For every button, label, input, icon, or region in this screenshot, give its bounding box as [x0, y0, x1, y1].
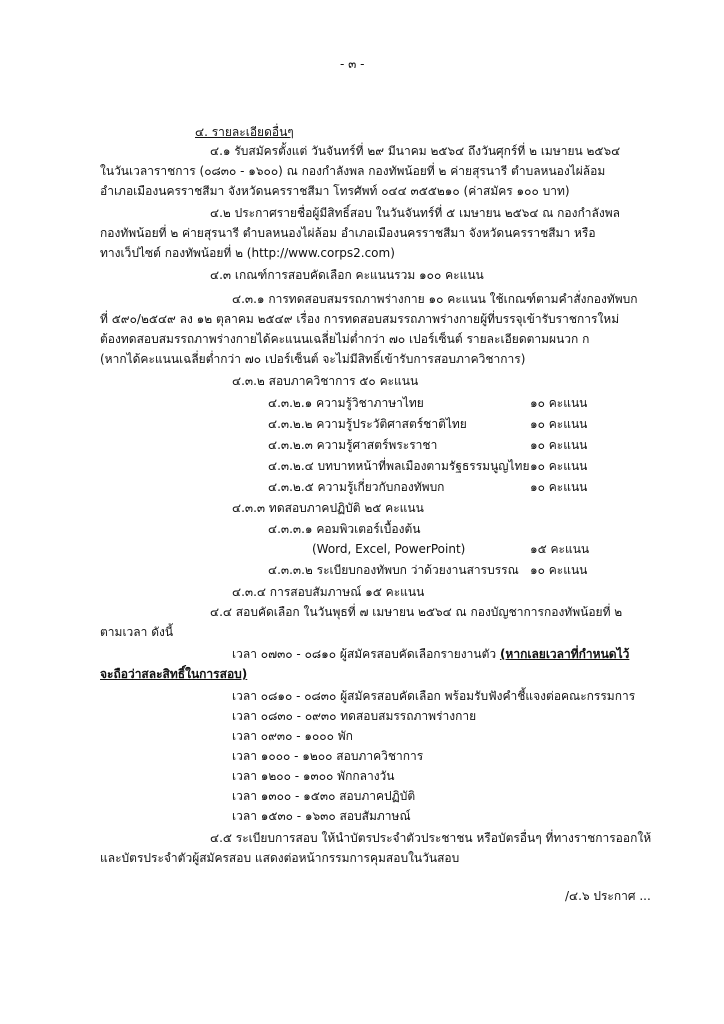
subject-score: ๑๐ คะแนน: [530, 480, 588, 494]
schedule-row: เวลา ๐๘๑๐ - ๐๘๓๐ ผู้สมัครสอบคัดเลือก พร้อมรับฟังคำชี้แจงต่อคณะกรรมการ: [232, 689, 636, 703]
item-4-1-line: อำเภอเมืองนครราชสีมา จังหวัดนครราชสีมา โทรศัพท์ ๐๔๔ ๓๕๕๒๑๐ (ค่าสมัคร ๑๐๐ บาท): [100, 184, 570, 198]
schedule-row: เวลา ๑๐๐๐ - ๑๒๐๐ สอบภาควิชาการ: [232, 749, 424, 763]
section-heading: ๔. รายละเอียดอื่นๆ: [195, 125, 294, 139]
continuation-note: /๔.๖ ประกาศ ...: [565, 889, 651, 903]
item-4-3-1-line: ต้องทดสอบสมรรถภาพร่างกายได้คะแนนเฉลี่ยไม่ต่ำกว่า ๗๐ เปอร์เซ็นต์ รายละเอียดตามผนวก ก: [100, 332, 590, 346]
late-warning: (หากเลยเวลาที่กำหนดไว้: [499, 647, 630, 661]
subject-score: ๑๐ คะแนน: [530, 417, 588, 431]
schedule-row: เวลา ๑๓๐๐ - ๑๕๓๐ สอบภาคปฏิบัติ: [232, 789, 416, 803]
late-warning: จะถือว่าสละสิทธิ์ในการสอบ): [100, 667, 248, 681]
item-4-2-line: กองทัพน้อยที่ ๒ ค่ายสุรนารี ตำบลหนองไผ่ล้อม อำเภอเมืองนครราชสีมา จังหวัดนครราชสีมา หรือ: [100, 226, 596, 240]
item-4-3-1-line: ๔.๓.๑ การทดสอบสมรรถภาพร่างกาย ๑๐ คะแนน ใช้เกณฑ์ตามคำสั่งกองทัพบก: [232, 292, 638, 306]
item-4-3-heading: ๔.๓ เกณฑ์การสอบคัดเลือก คะแนนรวม ๑๐๐ คะแนน: [210, 268, 484, 282]
subject-score: ๑๐ คะแนน: [530, 459, 588, 473]
schedule-row: เวลา ๐๙๓๐ - ๑๐๐๐ พัก: [232, 729, 353, 743]
item-4-3-3-heading: ๔.๓.๓ ทดสอบภาคปฏิบัติ ๒๕ คะแนน: [232, 501, 424, 515]
practical-score: ๑๕ คะแนน: [530, 542, 590, 556]
schedule-row: [232, 646, 629, 662]
schedule-row: เวลา ๑๒๐๐ - ๑๓๐๐ พักกลางวัน: [232, 769, 395, 783]
page-number: - ๓ -: [340, 57, 365, 71]
subject-label: ๔.๓.๒.๒ ความรู้ประวัติศาสตร์ชาติไทย: [268, 417, 467, 431]
subject-label: ๔.๓.๒.๓ ความรู้ศาสตร์พระราชา: [268, 438, 438, 452]
subject-label: ๔.๓.๒.๕ ความรู้เกี่ยวกับกองทัพบก: [268, 480, 445, 494]
subject-score: ๑๐ คะแนน: [530, 396, 588, 410]
item-4-2-line: ๔.๒ ประกาศรายชื่อผู้มีสิทธิ์สอบ ในวันจันทร์ที่ ๕ เมษายน ๒๕๖๔ ณ กองกำลังพล: [210, 206, 620, 220]
practical-detail: (Word, Excel, PowerPoint): [312, 542, 466, 556]
schedule-row: เวลา ๐๘๓๐ - ๐๙๓๐ ทดสอบสมรรถภาพร่างกาย: [232, 709, 477, 723]
subject-label: ๔.๓.๒.๑ ความรู้วิชาภาษาไทย: [268, 396, 424, 410]
practical-label: ๔.๓.๓.๒ ระเบียบกองทัพบก ว่าด้วยงานสารบรรณ: [268, 563, 519, 577]
item-4-3-2-heading: ๔.๓.๒ สอบภาควิชาการ ๕๐ คะแนน: [232, 374, 419, 388]
item-4-1-line: ๔.๑ รับสมัครตั้งแต่ วันจันทร์ที่ ๒๙ มีนาคม ๒๕๖๔ ถึงวันศุกร์ที่ ๒ เมษายน ๒๕๖๔: [210, 144, 621, 158]
schedule-row-text: เวลา ๐๗๓๐ - ๐๘๑๐ ผู้สมัครสอบคัดเลือกรายงานตัว: [232, 647, 497, 661]
item-4-4-line: ๔.๔ สอบคัดเลือก ในวันพุธที่ ๗ เมษายน ๒๕๖๔ ณ กองบัญชาการกองทัพน้อยที่ ๒: [210, 605, 623, 619]
item-4-1-line: ในวันเวลาราชการ (๐๘๓๐ - ๑๖๐๐) ณ กองกำลังพล กองทัพน้อยที่ ๒ ค่ายสุรนารี ตำบลหนองไผ่ล้อม: [100, 164, 606, 178]
item-4-5-line: และบัตรประจำตัวผู้สมัครสอบ แสดงต่อหน้ากรรมการคุมสอบในวันสอบ: [100, 851, 460, 865]
item-4-3-4-heading: ๔.๓.๔ การสอบสัมภาษณ์ ๑๕ คะแนน: [232, 585, 425, 599]
practical-score: ๑๐ คะแนน: [530, 563, 588, 577]
item-4-4-line: ตามเวลา ดังนี้: [100, 625, 174, 639]
item-4-2-line: ทางเว็ปไซต์ กองทัพน้อยที่ ๒ (http://www.corps2.com): [100, 246, 395, 260]
item-4-5-line: ๔.๕ ระเบียบการสอบ ให้นำบัตรประจำตัวประชาชน หรือบัตรอื่นๆ ที่ทางราชการออกให้: [210, 831, 652, 845]
subject-label: ๔.๓.๒.๔ บทบาทหน้าที่พลเมืองตามรัฐธรรมนูญไทย: [268, 459, 530, 473]
schedule-row: เวลา ๑๕๓๐ - ๑๖๓๐ สอบสัมภาษณ์: [232, 809, 411, 823]
practical-label: ๔.๓.๓.๑ คอมพิวเตอร์เบื้องต้น: [268, 522, 421, 536]
item-4-3-1-line: (หากได้คะแนนเฉลี่ยต่ำกว่า ๗๐ เปอร์เซ็นต์ จะไม่มีสิทธิ์เข้ารับการสอบภาควิชาการ): [100, 352, 526, 366]
subject-score: ๑๐ คะแนน: [530, 438, 588, 452]
item-4-3-1-line: ที่ ๕๙๐/๒๕๔๙ ลง ๑๒ ตุลาคม ๒๕๔๙ เรื่อง การทดสอบสมรรถภาพร่างกายผู้ที่บรรจุเข้ารับราชการใหม่: [100, 312, 620, 326]
